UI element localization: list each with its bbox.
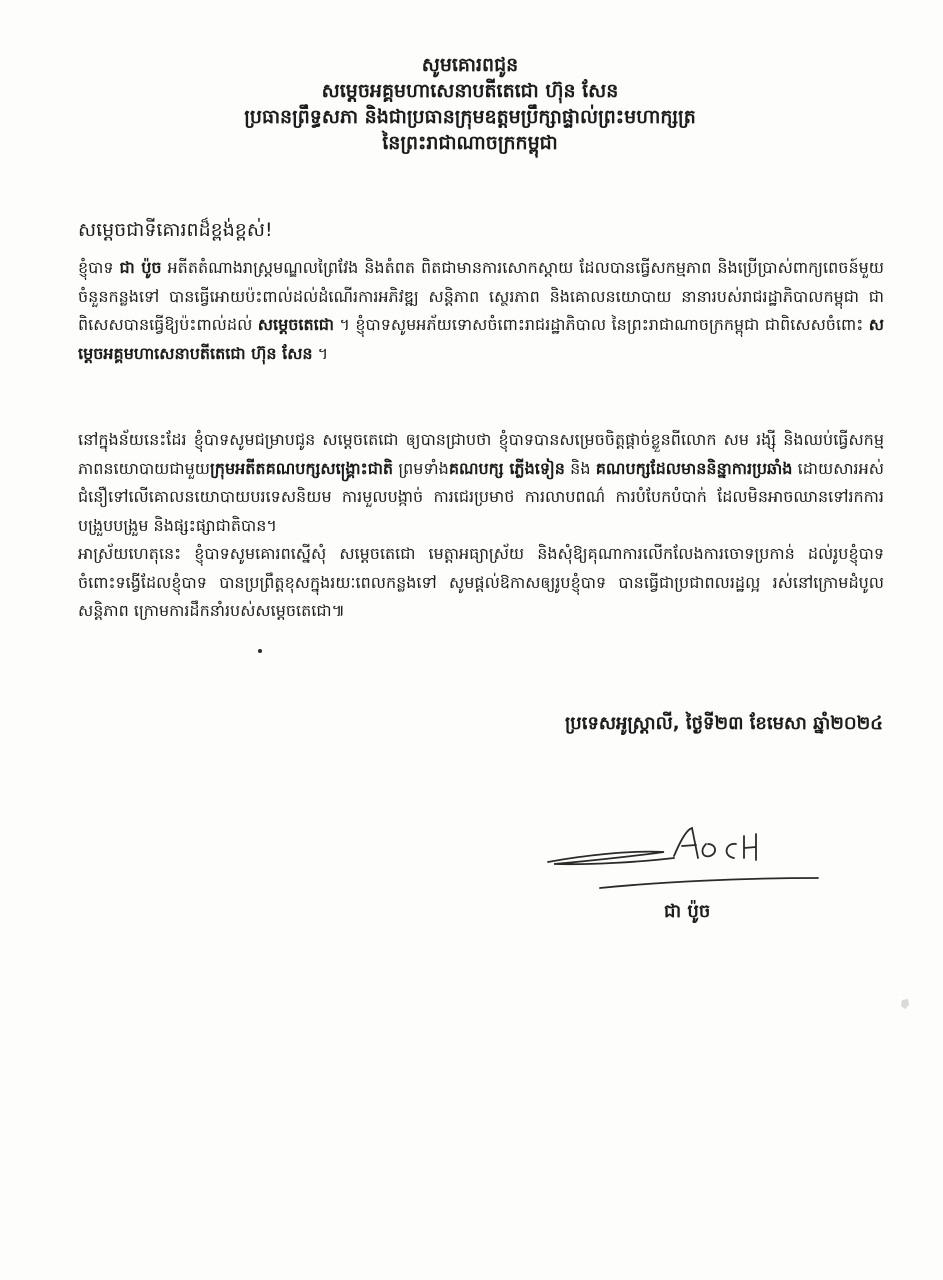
p1-bold-full-title: សម្តេចអគ្គមហាសេនាបតីតេជោ ហ៊ុន សែន <box>78 315 884 363</box>
header-greeting: សូមគោរពជូន <box>421 54 519 76</box>
p1-text-1: ខ្ញុំបាទ <box>78 258 120 277</box>
p1-author-name: ជា ប៉ូច <box>119 258 162 277</box>
signer-name: ជា ប៉ូច <box>664 901 711 922</box>
header-recipient-name: សម្តេចអគ្គមហាសេនាបតីតេជោ ហ៊ុន សែន <box>321 80 619 102</box>
header-kingdom: នៃព្រះរាជាណាចក្រកម្ពុជា <box>382 132 558 154</box>
p1-text-3: ។ ខ្ញុំបាទសូមអភ័យទោសចំពោះរាជរដ្ឋាភិបាល នៃព្រះរាជាណាចក្រកម្ពុជា ជាពិសេសចំពោះ <box>333 315 869 334</box>
p1-text-4: ។ <box>312 343 329 363</box>
p1-bold-samdech: សម្តេចតេជោ <box>257 315 334 334</box>
p1-text-2: អតីតតំណាងរាស្ត្រមណ្ឌលព្រៃវែង និងតំពត ពិតជាមានការសោកស្តាយ ដែលបានធ្វើសកម្មភាព និងប្រើប្រាស់ពាក្យពេចន៍មួយចំនួនកន្លងទៅ បានធ្វើអោយប៉ះពាល់ដល់ដំណើរការអភិវឌ្ឍ សន្តិភាព ស្ថេរភាព និងគោលនយោបាយ នានារបស់រាជរដ្ឋាភិបាលកម្ពុជា ជាពិសេសបានធ្វើឱ្យប៉ះពាល់ដល់ <box>78 258 884 334</box>
p2-text-4: ដោយសារអស់ជំនឿទៅលើគោលនយោបាយបរទេសនិយម ការមួលបង្កាច់ ការជេរប្រមាថ ការលាបពណ៌ ការបំបែកបំបាក់ ដែលមិនអាចឈានទៅរកការបង្រួបបង្រួម និងផ្សះផ្សាជាតិបាន។ <box>78 458 885 535</box>
p2-bold-candlelight: គណបក្ស ភ្លើងទៀន <box>448 458 565 478</box>
ink-dot <box>258 649 262 653</box>
letter-header <box>150 52 790 156</box>
p2-text-1: នៅក្នុងន័យនេះដែរ ខ្ញុំបាទសូមជម្រាបជូន សម្តេចតេជោ ឲ្យបានជ្រាបថា ខ្ញុំបាទបានសម្រេចចិត្តផ្តាច់ខ្លួនពីលោក សម រង្ស៊ី និងឈប់ធ្វើសកម្មភាពនយោបាយជាមួយ <box>78 430 884 478</box>
paragraph-separation <box>78 426 884 540</box>
salutation: សម្តេចជាទីគោរពដ៏ខ្ពង់ខ្ពស់! <box>78 219 273 241</box>
p2-bold-cnrp: ក្រុមអតីតគណបក្សសង្គ្រោះជាតិ <box>210 458 394 478</box>
header-recipient-title: ប្រធានព្រឹទ្ធសភា និងជាប្រធានក្រុមឧត្តមប្រឹក្សាផ្ទាល់ព្រះមហាក្សត្រ <box>244 106 696 128</box>
paragraph-apology <box>78 254 884 368</box>
date-location-line: ប្រទេសអូស្ត្រាលី, ថ្ងៃទី២៣ ខែមេសា ឆ្នាំ២០២៤ <box>564 713 883 734</box>
handwritten-signature <box>540 818 830 898</box>
paper-speck <box>900 998 910 1010</box>
paragraph-request: អាស្រ័យហេតុនេះ ខ្ញុំបាទសូមគោរពស្នើសុំ សម្តេចតេជោ មេត្តាអធ្យាស្រ័យ និងសុំឱ្យគុណាការលើកលែងការចោទប្រកាន់ ដល់រូបខ្ញុំបាទ ចំពោះទង្វើដែលខ្ញុំបាទ បានប្រព្រឹត្តខុសក្នុងរយៈពេលកន្លងទៅ សូមផ្តល់ឱកាសឲ្យរូបខ្ញុំបាទ បានធ្វើជាប្រជាពលរដ្ឋល្អ រស់នៅក្រោមដំបូលសន្តិភាព ក្រោមការដឹកនាំរបស់សម្តេចតេជោ៕ <box>78 544 884 620</box>
p2-text-3: និង <box>564 458 596 478</box>
p2-text-2: ព្រមទាំង <box>393 458 449 478</box>
p2-bold-opposition: គណបក្សដែលមាននិន្នាការប្រឆាំង <box>595 458 793 478</box>
